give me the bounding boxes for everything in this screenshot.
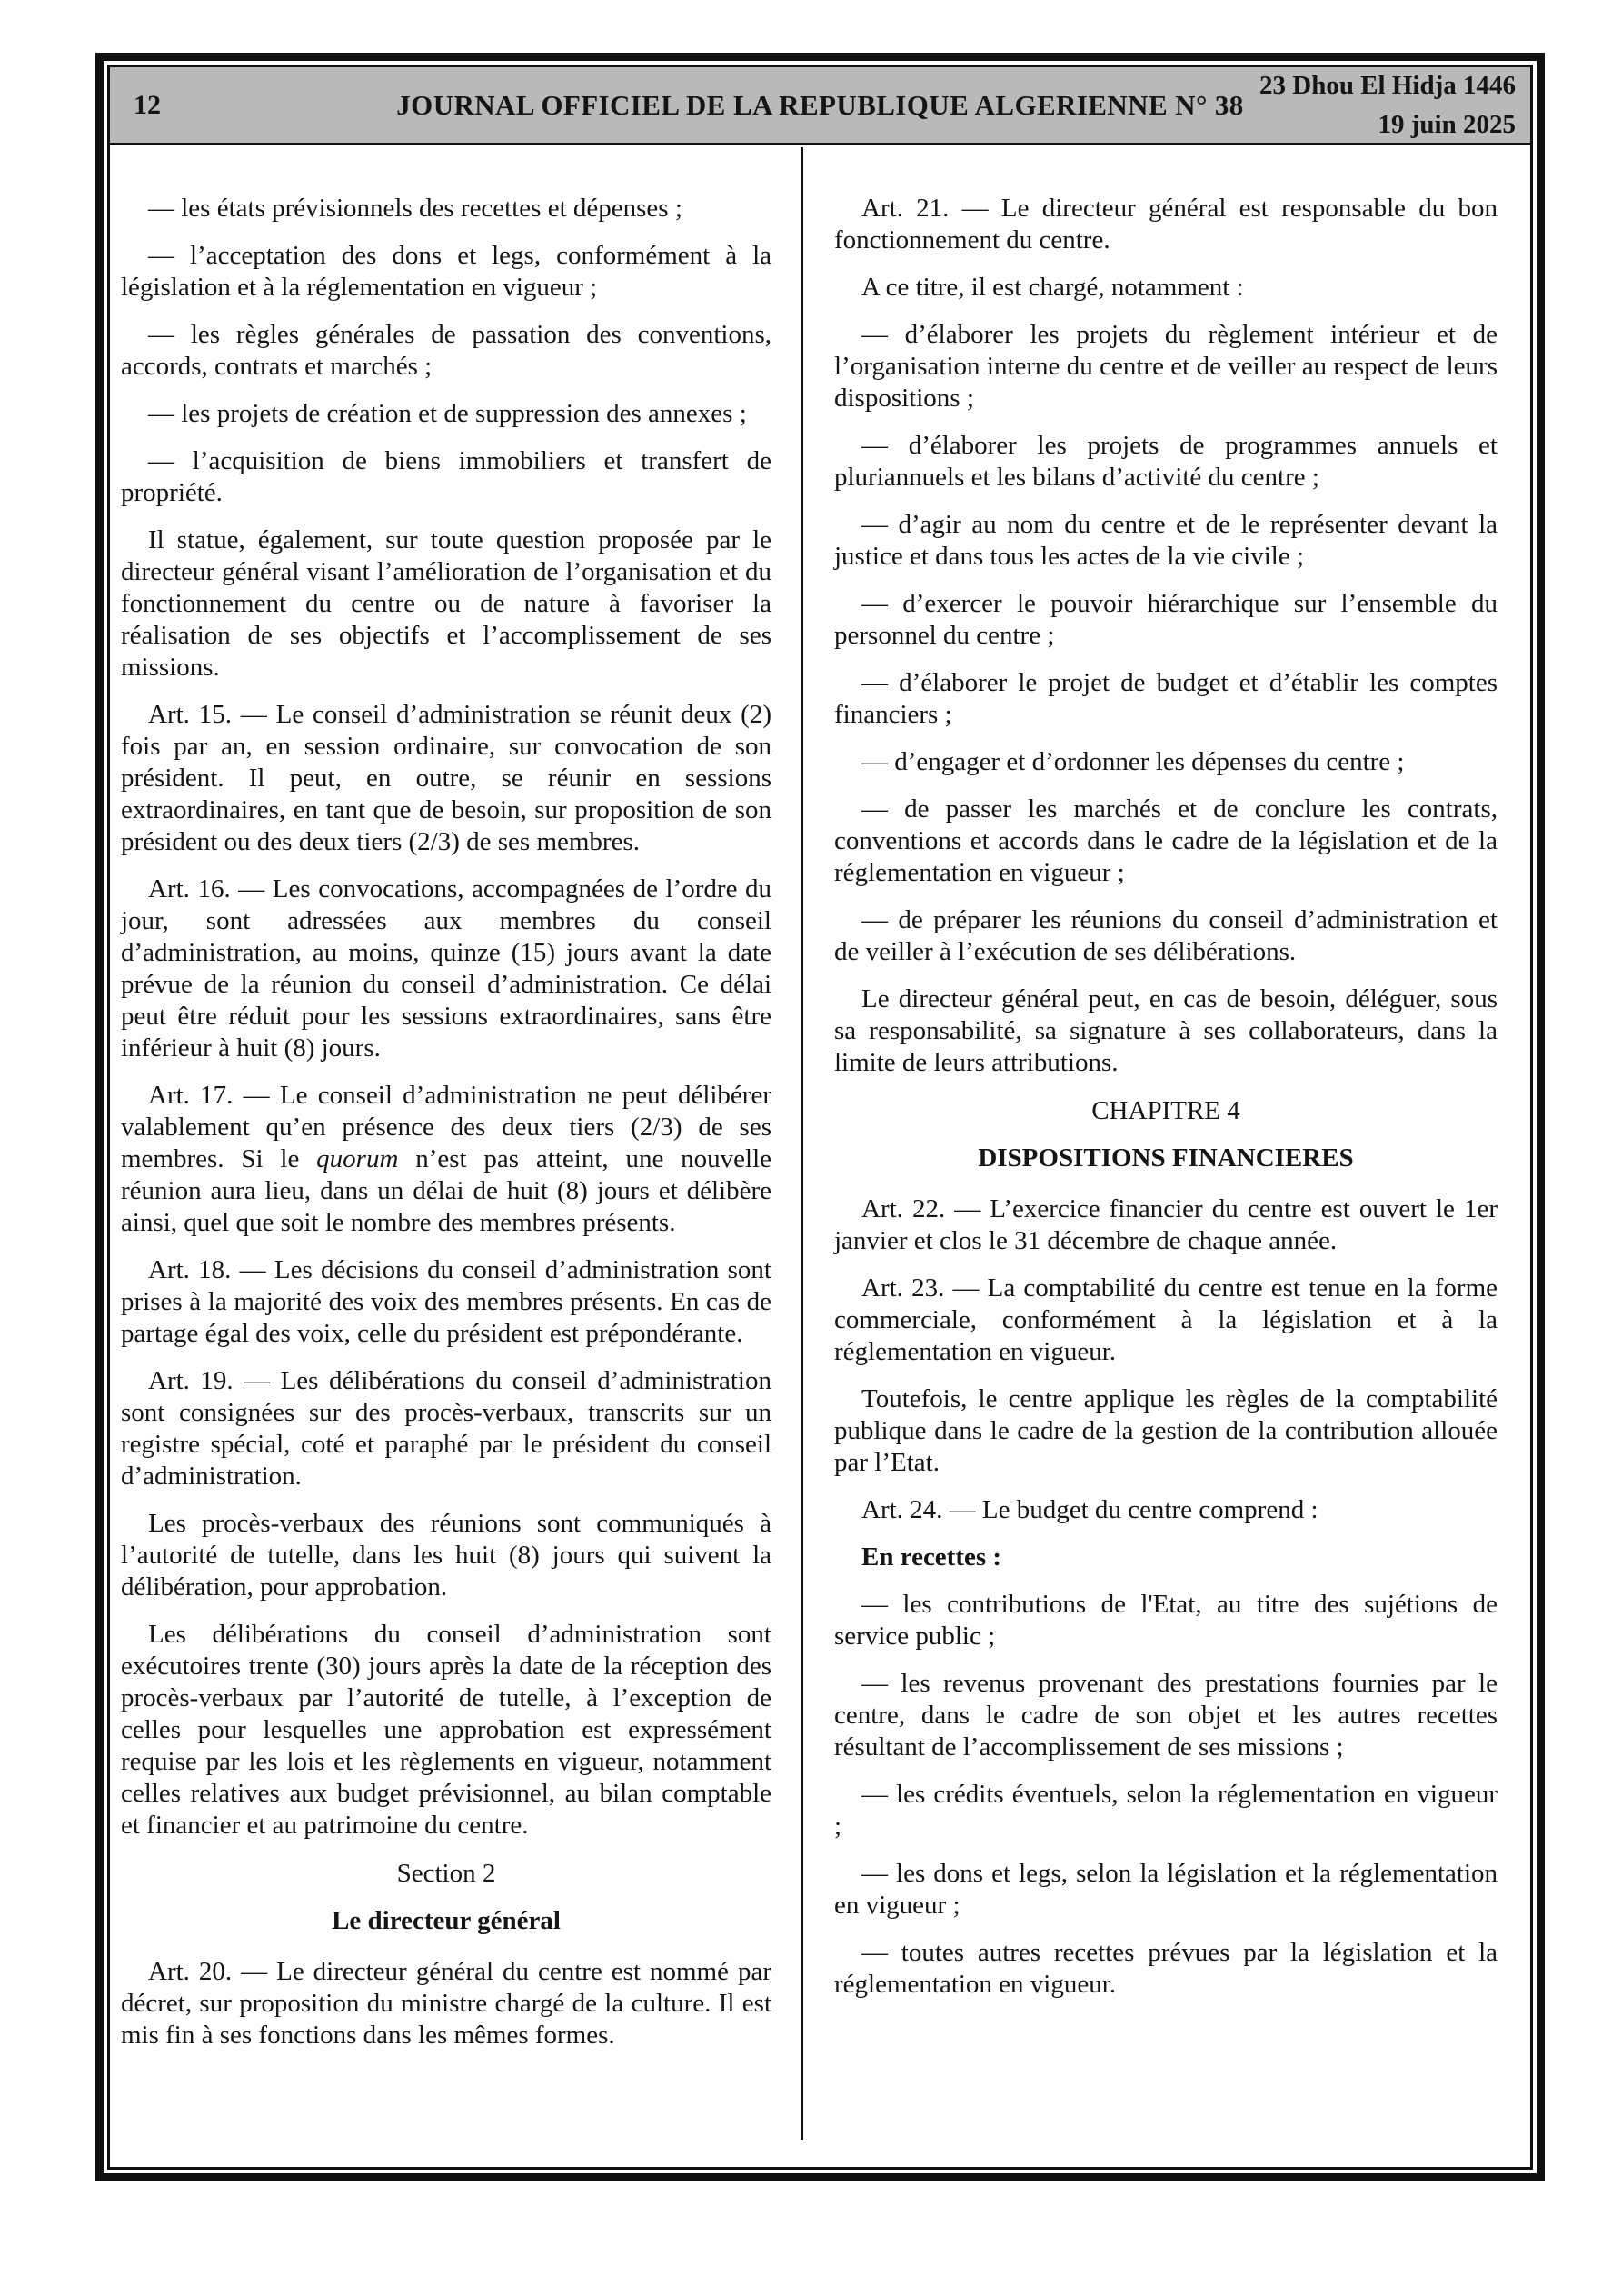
article-paragraph	[834, 1494, 1498, 1526]
text-run: En recettes :	[861, 1542, 1002, 1572]
text-run: Les délibérations du conseil d’administration sont exécutoires trente (30) jours après la date de la réception des procès-verbaux par l’autorité de tutelle, à l’exception de celles pour lesquelles une approbation est expressément requise par les lois et les règlements en vigueur, notamment celles relatives aux budget prévisionnel, au bilan comptable et financier et au patrimoine du centre.	[121, 1620, 771, 1840]
list-item	[121, 193, 771, 225]
text-run: Art. 19. — Les délibérations du conseil d’administration sont consignées sur des procès-verbaux, transcrits sur un registre spécial, coté et paraphé par le président du conseil d’administration.	[121, 1366, 771, 1491]
paragraph	[121, 1619, 771, 1842]
text-run: A ce titre, il est chargé, notamment :	[861, 273, 1244, 302]
text-run: Art. 21. — Le directeur général est responsable du bon fonctionnement du centre.	[834, 194, 1498, 255]
text-run: — l’acceptation des dons et legs, conformément à la législation et à la réglementation en vigueur ;	[121, 241, 771, 302]
left-column	[121, 193, 771, 2131]
text-run: Art. 20. — Le directeur général du centre est nommé par décret, sur proposition du ministre chargé de la culture. Il est mis fin à ses fonctions dans les mêmes formes.	[121, 1957, 771, 2050]
paragraph	[121, 1508, 771, 1603]
article-paragraph	[834, 1193, 1498, 1257]
list-item	[834, 430, 1498, 494]
journal-title: JOURNAL OFFICIEL DE LA REPUBLIQUE ALGERIENNE N° 38	[396, 88, 1244, 121]
text-run: DISPOSITIONS FINANCIERES	[978, 1143, 1354, 1173]
list-item	[834, 588, 1498, 652]
article-paragraph	[834, 1273, 1498, 1368]
text-run: Le directeur général peut, en cas de besoin, déléguer, sous sa responsabilité, sa signature à ses collaborateurs, dans la limite de leurs attributions.	[834, 984, 1498, 1077]
text-run: — d’élaborer le projet de budget et d’établir les comptes financiers ;	[834, 668, 1498, 729]
list-item	[834, 746, 1498, 778]
article-paragraph	[121, 1080, 771, 1239]
text-run: Le directeur général	[332, 1906, 561, 1935]
text-run: Toutefois, le centre applique les règles de la comptabilité publique dans le cadre de la gestion de la contribution allouée par l’Etat.	[834, 1384, 1498, 1477]
page-content	[110, 145, 1530, 2167]
text-run: Art. 18. — Les décisions du conseil d’administration sont prises à la majorité des voix des membres présents. En cas de partage égal des voix, celle du président est prépondérante.	[121, 1255, 771, 1348]
list-item	[834, 794, 1498, 889]
list-item	[834, 1589, 1498, 1652]
text-run: — les revenus provenant des prestations fournies par le centre, dans le cadre de son objet et les autres recettes résultant de l’accomplissement de ses missions ;	[834, 1669, 1498, 1762]
text-run: — de passer les marchés et de conclure les contrats, conventions et accords dans le cadre de la législation et de la réglementation en vigueur ;	[834, 794, 1498, 887]
text-run: — les règles générales de passation des conventions, accords, contrats et marchés ;	[121, 320, 771, 381]
right-column	[834, 193, 1498, 2131]
text-run: — d’élaborer les projets de programmes annuels et pluriannuels et les bilans d’activité du centre ;	[834, 431, 1498, 492]
column-divider	[801, 147, 803, 2140]
text-run: Art. 15. — Le conseil d’administration se réunit deux (2) fois par an, en session ordinaire, sur convocation de son président. Il peut, en outre, se réunir en sessions extraordinaires, en tant que de besoin, sur proposition de son président ou des deux tiers (2/3) de ses membres.	[121, 700, 771, 856]
text-run: Section 2	[396, 1859, 496, 1888]
text-run: — d’exercer le pouvoir hiérarchique sur l’ensemble du personnel du centre ;	[834, 589, 1498, 650]
list-item	[834, 1668, 1498, 1763]
page-frame	[95, 53, 1545, 2181]
text-run: — d’engager et d’ordonner les dépenses du centre ;	[861, 747, 1405, 776]
text-run: — d’agir au nom du centre et de le représenter devant la justice et dans tous les actes de la vie civile ;	[834, 510, 1498, 571]
paragraph	[121, 524, 771, 684]
text-run: Les procès-verbaux des réunions sont communiqués à l’autorité de tutelle, dans les huit (8) jours qui suivent la délibération, pour approbation.	[121, 1509, 771, 1602]
article-paragraph	[834, 193, 1498, 256]
inline-heading	[834, 1542, 1498, 1573]
text-run: — les dons et legs, selon la législation et la réglementation en vigueur ;	[834, 1859, 1498, 1920]
list-item	[121, 445, 771, 509]
text-run: — les états prévisionnels des recettes et dépenses ;	[148, 194, 682, 223]
paragraph	[834, 272, 1498, 304]
list-item	[121, 319, 771, 383]
page-inner-frame	[107, 65, 1533, 2170]
chapter-label	[834, 1095, 1498, 1127]
text-run: — l’acquisition de biens immobiliers et transfert de propriété.	[121, 446, 771, 507]
chapter-title	[834, 1143, 1498, 1174]
text-run: Il statue, également, sur toute question proposée par le directeur général visant l’amélioration de l’organisation et du fonctionnement du centre ou de nature à favoriser la réalisation de ses objectifs et l’accomplissement de ses missions.	[121, 525, 771, 682]
article-paragraph	[121, 699, 771, 858]
text-run: Art. 23. — La comptabilité du centre est tenue en la forme commerciale, conformément à la législation et à la réglementation en vigueur.	[834, 1273, 1498, 1366]
text-run: Art. 22. — L’exercice financier du centre est ouvert le 1er janvier et clos le 31 décembre de chaque année.	[834, 1194, 1498, 1255]
text-run: Art. 16. — Les convocations, accompagnées de l’ordre du jour, sont adressées aux membres du conseil d’administration, au moins, quinze (15) jours avant la date prévue de la réunion du conseil d’administration. Ce délai peut être réduit pour les sessions extraordinaires, sans être inférieur à huit (8) jours.	[121, 874, 771, 1063]
text-run: — les projets de création et de suppression des annexes ;	[148, 399, 747, 428]
article-paragraph	[121, 873, 771, 1064]
masthead-dates	[1259, 66, 1516, 145]
text-run: Art. 17. — Le conseil d’administration ne peut délibérer valablement qu’en présence des deux tiers (2/3) de ses membres. Si le	[121, 1081, 771, 1173]
article-paragraph	[121, 1956, 771, 2051]
list-item	[834, 319, 1498, 414]
list-item	[834, 509, 1498, 573]
list-item	[834, 1858, 1498, 1922]
italic-text: quorum	[316, 1144, 399, 1173]
list-item	[834, 1937, 1498, 2001]
text-run: n’est pas atteint, une nouvelle réunion aura lieu, dans un délai de huit (8) jours et délibère ainsi, quel que soit le nombre des membres présents.	[121, 1144, 772, 1237]
text-run: CHAPITRE 4	[1091, 1096, 1240, 1125]
paragraph	[834, 1383, 1498, 1479]
list-item	[834, 667, 1498, 731]
date-hijri: 23 Dhou El Hidja 1446	[1259, 70, 1516, 100]
masthead	[110, 67, 1530, 145]
text-run: Art. 24. — Le budget du centre comprend :	[861, 1495, 1318, 1524]
list-item	[834, 904, 1498, 968]
text-run: — toutes autres recettes prévues par la législation et la réglementation en vigueur.	[834, 1938, 1498, 1999]
date-gregorian: 19 juin 2025	[1378, 109, 1516, 139]
list-item	[121, 398, 771, 430]
page-number: 12	[134, 89, 161, 120]
section-title	[121, 1905, 771, 1937]
section-label	[121, 1858, 771, 1890]
list-item	[834, 1779, 1498, 1842]
article-paragraph	[121, 1365, 771, 1492]
paragraph	[834, 983, 1498, 1079]
list-item	[121, 240, 771, 304]
article-paragraph	[121, 1254, 771, 1350]
text-run: — les contributions de l'Etat, au titre des sujétions de service public ;	[834, 1590, 1498, 1651]
text-run: — de préparer les réunions du conseil d’administration et de veiller à l’exécution de ses délibérations.	[834, 905, 1498, 966]
text-run: — les crédits éventuels, selon la réglementation en vigueur ;	[834, 1780, 1498, 1841]
text-run: — d’élaborer les projets du règlement intérieur et de l’organisation interne du centre et de veiller au respect de leurs dispositions ;	[834, 320, 1498, 413]
